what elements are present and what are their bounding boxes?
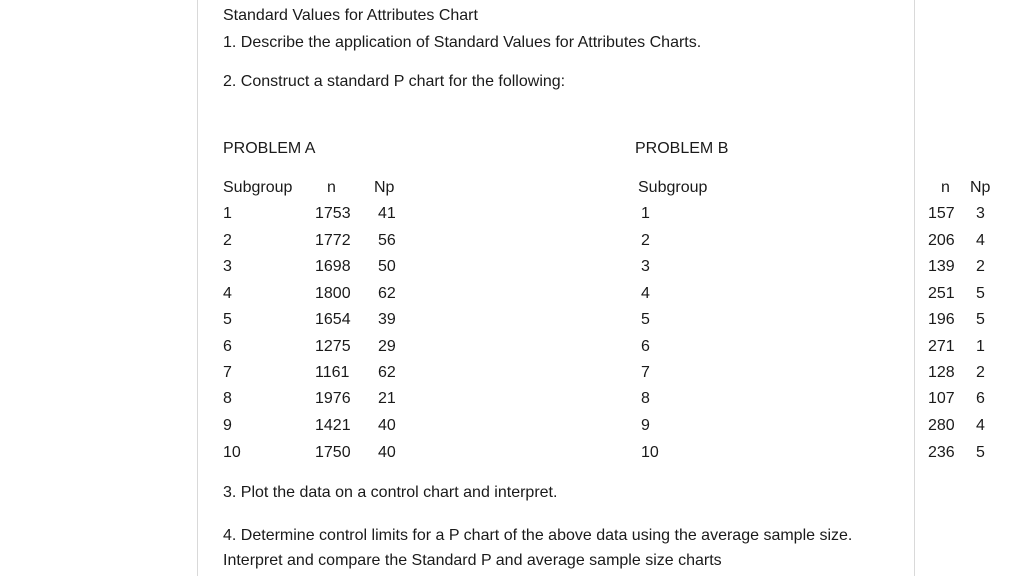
np-cell: 1	[976, 338, 985, 355]
np-cell: 4	[976, 417, 985, 434]
table-row	[638, 284, 985, 304]
n-cell: 1654	[315, 311, 351, 328]
np-cell: 21	[378, 390, 396, 407]
subgroup-cell: 3	[641, 258, 650, 275]
table-row	[223, 389, 523, 409]
n-cell: 1772	[315, 232, 351, 249]
n-cell: 1750	[315, 444, 351, 461]
np-cell: 62	[378, 364, 396, 381]
subgroup-cell: 9	[641, 417, 650, 434]
n-cell: 1753	[315, 205, 351, 222]
np-cell: 39	[378, 311, 396, 328]
table-row	[638, 231, 985, 251]
question-3: 3. Plot the data on a control chart and interpret.	[223, 484, 558, 501]
n-cell: 236	[928, 444, 955, 461]
n-cell: 128	[928, 364, 955, 381]
np-cell: 62	[378, 285, 396, 302]
np-cell: 4	[976, 232, 985, 249]
subgroup-cell: 1	[641, 205, 650, 222]
np-cell: 5	[976, 311, 985, 328]
header-n: n	[327, 179, 336, 196]
subgroup-cell: 4	[223, 285, 232, 302]
np-cell: 2	[976, 364, 985, 381]
table-row	[638, 416, 985, 436]
n-cell: 1421	[315, 417, 351, 434]
subgroup-cell: 6	[641, 338, 650, 355]
table-row	[638, 310, 985, 330]
table-row	[223, 363, 523, 383]
subgroup-cell: 8	[223, 390, 232, 407]
header-n: n	[941, 179, 950, 196]
table-row	[223, 310, 523, 330]
table-row	[223, 337, 523, 357]
subgroup-cell: 10	[223, 444, 241, 461]
n-cell: 1800	[315, 285, 351, 302]
table-row	[223, 231, 523, 251]
header-np: Np	[970, 179, 991, 196]
subgroup-cell: 5	[223, 311, 232, 328]
subgroup-cell: 2	[641, 232, 650, 249]
np-cell: 41	[378, 205, 396, 222]
question-4: 4. Determine control limits for a P chart of the above data using the average sample size. Interpret and compare the Standard P and average sample size charts	[223, 527, 853, 569]
table-row	[223, 257, 523, 277]
table-row	[638, 389, 985, 409]
n-cell: 157	[928, 205, 955, 222]
subgroup-cell: 8	[641, 390, 650, 407]
n-cell: 251	[928, 285, 955, 302]
n-cell: 139	[928, 258, 955, 275]
subgroup-cell: 10	[641, 444, 659, 461]
np-cell: 40	[378, 417, 396, 434]
table-row	[638, 363, 985, 383]
table-row	[223, 284, 523, 304]
table-row	[638, 443, 985, 463]
np-cell: 2	[976, 258, 985, 275]
n-cell: 1275	[315, 338, 351, 355]
table-row	[638, 204, 985, 224]
subgroup-cell: 1	[223, 205, 232, 222]
np-cell: 6	[976, 390, 985, 407]
n-cell: 1698	[315, 258, 351, 275]
problem-b-label: PROBLEM B	[635, 140, 729, 157]
subgroup-cell: 3	[223, 258, 232, 275]
table-row	[638, 257, 985, 277]
n-cell: 280	[928, 417, 955, 434]
table-row	[223, 204, 523, 224]
table-row	[223, 416, 523, 436]
np-cell: 56	[378, 232, 396, 249]
question-2: 2. Construct a standard P chart for the following:	[223, 73, 566, 90]
subgroup-cell: 4	[641, 285, 650, 302]
table-header-row	[223, 178, 523, 198]
problem-a-label: PROBLEM A	[223, 140, 316, 157]
n-cell: 206	[928, 232, 955, 249]
question-1: 1. Describe the application of Standard Values for Attributes Charts.	[223, 34, 702, 51]
np-cell: 5	[976, 285, 985, 302]
document-page	[197, 0, 991, 576]
table-row	[223, 443, 523, 463]
subgroup-cell: 7	[223, 364, 232, 381]
subgroup-cell: 2	[223, 232, 232, 249]
np-cell: 50	[378, 258, 396, 275]
table-row	[638, 337, 985, 357]
header-np: Np	[374, 179, 395, 196]
header-subgroup: Subgroup	[223, 179, 293, 196]
np-cell: 3	[976, 205, 985, 222]
n-cell: 271	[928, 338, 955, 355]
subgroup-cell: 9	[223, 417, 232, 434]
n-cell: 196	[928, 311, 955, 328]
subgroup-cell: 6	[223, 338, 232, 355]
table-header-row	[638, 178, 991, 198]
np-cell: 40	[378, 444, 396, 461]
n-cell: 107	[928, 390, 955, 407]
header-subgroup: Subgroup	[638, 179, 708, 196]
document-title: Standard Values for Attributes Chart	[223, 7, 478, 24]
np-cell: 29	[378, 338, 396, 355]
subgroup-cell: 5	[641, 311, 650, 328]
n-cell: 1976	[315, 390, 351, 407]
n-cell: 1161	[315, 364, 350, 381]
subgroup-cell: 7	[641, 364, 650, 381]
np-cell: 5	[976, 444, 985, 461]
